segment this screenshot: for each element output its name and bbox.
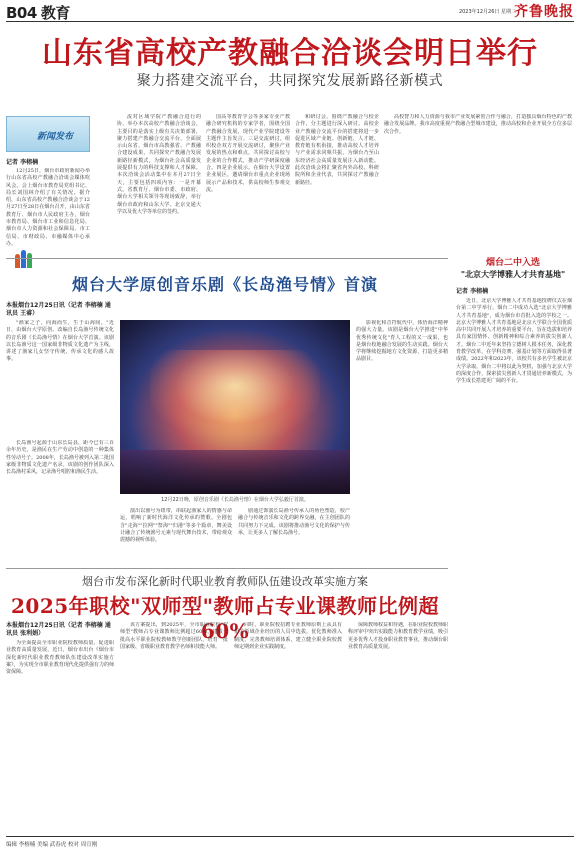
lead-column-2: 流对区域学院产教融合进行的协，举办本次高校产教融合洽谈会，主要目的是落实上级有关决策部署，聚力搭建产教融合交流平台，全面展示山东省、烟台市高教强省、产教融合建设成果，共同探究产教融合发展新路径新模式，为烟台社会高质量发展提供有力的科技支撑和人才保障。本次洽谈会活动集中在本月27日全天，主要包括四项内容：一是开幕式。省教育厅、烟台市委、市政府、烟台大学相关领导等现场致辞，举行烟台市政府和山东大学、北京交通大学以及优大学等单位的签约。 bbox=[117, 114, 201, 215]
story3-column-3: 同时，职业院校招聘专业教师原则上从具有相关领域企业经历的人员中选拔，优化教师准入制度，完善教师培训体系，建立健全职业院校教师定期到企业实践制度。 bbox=[234, 622, 342, 650]
story2-column-1: "渔家之子，向海而生，生于山海间。"近日，由烟台大学原创、改编自长岛渔号传统文化的音乐剧《长岛渔号情》在烟台大学首演。该剧以长岛渔号这一国家级非物质文化遗产为主线，讲述了渔家儿女坚守传统、传承文化的感人故事。 bbox=[6, 320, 114, 363]
section-name: 教育 bbox=[40, 4, 70, 22]
page-code: B04 教育 bbox=[6, 4, 70, 22]
lead-byline: 记者 李榕楠 bbox=[6, 159, 39, 166]
lead-subhead: 聚力搭建交流平台，共同探究发展新路径新模式 bbox=[136, 73, 444, 89]
story2-column-3: 演出以渔号为纽带，串联起渔家人的情感与命运，唱响了新时代海洋文化传承的赞歌。全剧包含"走海""拉网""祭海""归港"等多个篇章，舞美设计融合了传统渔号元素与现代舞台技术，带给观众震撼的视听体验。 bbox=[120, 508, 232, 544]
lead-headline: 山东省高校产教融合洽谈会明日举行 bbox=[42, 36, 538, 71]
story3-column-2: 该方案提出，到2025年，全市职业院校"双师型"教师占专业课教师比例超过60%，建成一批高水平职业院校教师教学创新团队，培育一批国家级、省级职业教育教学名师和技能大师。 bbox=[120, 622, 228, 650]
story2-column-5: 影视化和音符航代中，体悟海洋精神的强大力量。该剧是烟台大学推进"中华优秀传统文化"育人工程的又一成果，也是烟台校地融合发展的生动实践。烟台大学将继续挖掘地方文化资源，打造更多精品剧目。 bbox=[356, 320, 448, 363]
story2-column-4: 剧通过饰演长岛渔号传承人的角色塑造，校产融合与传统音乐和文化的跨界交融，在主创团队的共同努力下完成。该剧将推动渔号文化的保护与传承，让更多人了解长岛渔号。 bbox=[238, 508, 350, 536]
story3-column-1: 为全面提高全市职业院校教师质量，促进职业教育高质量发展，近日，烟台市出台《烟台市深化新时代职业教育教师队伍建设改革实施方案》，为实现全市职业教育现代化提供强有力的师资保障。 bbox=[6, 640, 114, 676]
lead-column-4: 和研讨会，围绕产教融合与校企合作，分主题进行深入研讨。高校企业产教融合交流平台的搭建将进一步促进区域产业链、创新链、人才链、教育链有机衔接，推动高校人才培养与产业需求同频共振，为烟台乃至山东经济社会高质量发展注入新动能。此次洽谈会将汇聚省内外高校、科研院所和企业代表，共同探讨产教融合新路径。 bbox=[295, 114, 379, 186]
lead-column-3: 国高等教育学会等多家专业产教融合研究机构的专家学者，围绕全国产教融合发展、现代产业学院建设等主题作主旨发言。三是交流研讨。组织校企双方开展交流研讨，聚焦产业发展的热点和难点，共同探讨高校与企业的合作模式，推动产学研深度融合。四是企业展示。在烟台大学设置企业展区，邀请烟台市重点企业现场展示产品和技术，供高校师生参观交流。 bbox=[206, 114, 290, 193]
story3-column-4: 保障教师权益和待遇，在职业院校教师职称评审中突出实践能力和教育教学业绩，吸引更多优秀人才投身职业教育事业，推动烟台职业教育高质量发展。 bbox=[348, 622, 448, 650]
sidebar-body: 近日，北京大学博雅人才共育基地授牌仪式在烟台第二中学举行。烟台二中成功入选"北京大学博雅人才共育基地"，成为烟台市首批入选的学校之一。北京大学博雅人才共育基地是北京大学联合全国优质高中共同开展人才培养的重要平台，旨在选拔和培养具有家国情怀、创新精神和综合素养的拔尖创新人才。烟台二中近年来坚持立德树人根本任务，深化教育教学改革，在学科竞赛、强基计划等方面取得显著成绩。2022年和2023年，该校共有多名学生被北京大学录取。烟台二中将以此为契机，加强与北京大学的深度合作，探索拔尖创新人才贯通培养新模式，为学生成长搭建更广阔的平台。 bbox=[456, 298, 572, 385]
divider bbox=[6, 568, 448, 569]
lead-column-1: 12月25日，烟台市政府新闻办举行山东省高校产教融合洽谈会媒体吹风会。会上烟台市教育局党组书记、局长刘国林介绍了有关情况。据介绍，山东省高校产教融合洽谈会于12月27日至28日在烟台召开，由山东省教育厅、烟台市人民政府主办，烟台市教育局、烟台市工业和信息化局、烟台市人力资源和社会保障局、市工信局、市财政局、市融媒体中心承办。 bbox=[6, 168, 90, 247]
sidebar-byline: 记者 李榕楠 bbox=[456, 288, 489, 295]
divider bbox=[6, 258, 448, 259]
sidebar-title-line-1: 烟台二中入选 bbox=[485, 258, 540, 268]
page-footer: 编辑 李榕楠 美编 武春虎 校对 周宣刚 bbox=[6, 836, 574, 848]
issue-date: 2023年12月26日 星期二 bbox=[458, 9, 516, 15]
story3-subhead: 烟台市发布深化新时代职业教育教师队伍建设改革实施方案 bbox=[82, 575, 368, 588]
newspaper-logo: 齐鲁晚报 bbox=[514, 4, 574, 20]
sidebar-title bbox=[454, 258, 572, 280]
page-header bbox=[6, 0, 574, 22]
sidebar-title-line-2: "北京大学博雅人才共育基地" bbox=[460, 270, 566, 279]
story3-headline: 2025年职校"双师型"教师占专业课教师比例超60% bbox=[10, 594, 439, 643]
story2-column-2: 长岛渔号起源于山东长岛县，距今已有三百余年历史，是渔民在生产劳动中创造的一种集体性劳动号子。2008年，长岛渔号被列入第二批国家级非物质文化遗产名录。该剧的创作团队深入长岛渔村采风，记录渔号唱腔和渔民生活。 bbox=[6, 440, 114, 476]
lead-column-5: 高校智力和人力资源与我市产业发展紧密合作与融合，打造独具烟台特色的产教融合发展品牌。我市高度重视产教融合型城市建设，推动高校和企业开展全方位多层次合作。 bbox=[384, 114, 572, 135]
photo-caption: 12月22日晚，原创音乐剧《长岛渔号情》在烟台大学弘毅厅首演。 bbox=[161, 497, 309, 503]
news-release-badge bbox=[6, 116, 90, 152]
badge-label: 新闻发布 bbox=[37, 132, 74, 142]
story2-byline: 本报烟台12月25日讯（记者 李榕楠 通讯员 王睿） bbox=[6, 302, 111, 317]
story3-byline: 本报烟台12月25日讯（记者 李榕楠 通讯员 张利娟） bbox=[6, 622, 111, 637]
story2-headline: 烟台大学原创音乐剧《长岛渔号情》首演 bbox=[71, 275, 378, 294]
musical-stage-photo bbox=[120, 320, 350, 494]
